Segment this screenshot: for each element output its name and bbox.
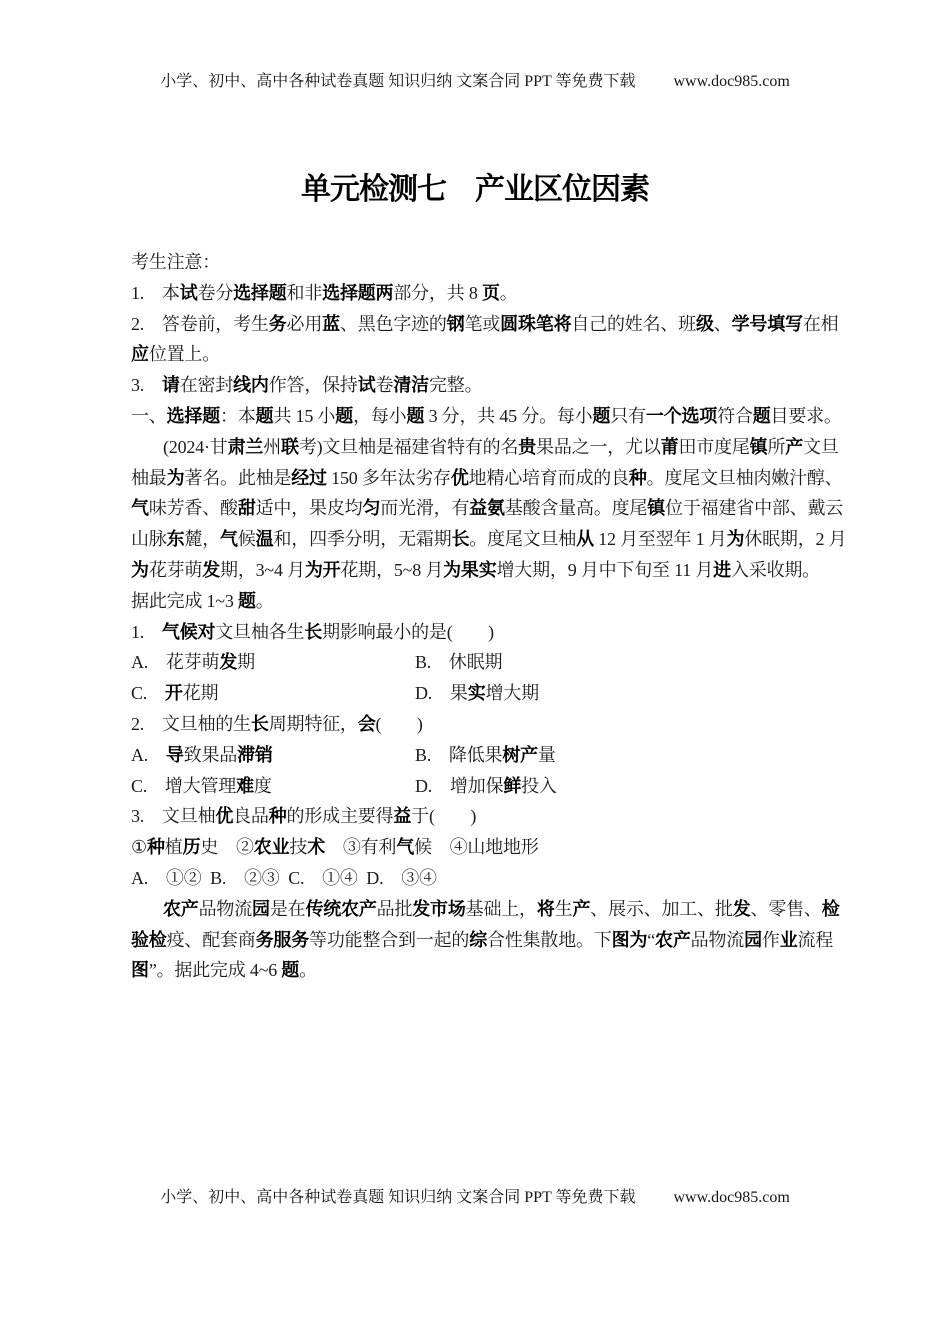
page-footer [0,1184,950,1207]
question-1-stem: 1. 气候对文旦柚各生长期影响最小的是( ) [131,621,494,642]
passage-2-line-2: 验检疫、配套商务服务等功能整合到一起的综合性集散地。下图为“农产品物流园作业流程 [131,929,834,950]
question-2-options-row-1-right: B. 降低果树产量 [415,744,556,765]
header-site-url: www.doc985.com [673,73,790,90]
question-1-options-row-2 [131,678,831,709]
header-promo-text: 小学、初中、高中各种试卷真题 知识归纳 文案合同 PPT 等免费下载 [160,73,636,90]
passage-1-line-3: 气味芳香、酸甜适中，果皮均匀而光滑，有益氨基酸含量高。度尾镇位于福建省中部、戴云 [131,498,844,519]
notice-heading: 考生注意： [131,252,220,272]
passage-1-line-4: 山脉东麓，气候温和，四季分明，无霜期长。度尾文旦柚从 12 月至翌年 1 月为休眠期，2 月 [131,529,847,550]
notice-item-1: 1. 本试卷分选择题和非选择题两部分，共 8 页。 [131,282,518,303]
footer-site-url: www.doc985.com [673,1189,790,1206]
passage-2-line-1: 农产品物流园是在传统农产品批发市场基础上，将生产、展示、加工、批发、零售、检 [163,898,840,919]
notice-item-3: 3. 请在密封线内作答，保持试卷清洁完整。 [131,375,483,396]
question-1-options-row-1-left: A. 花芽萌发期 [131,652,255,673]
notice-item-2-cont: 应位置上。 [131,344,221,365]
section-1-heading: 一、选择题：本题共 15 小题，每小题 3 分，共 45 分。每小题只有一个选项符合题目要求。 [131,405,842,426]
question-2-options-row-2-right: D. 增加保鲜投入 [415,775,557,796]
question-1-options-row-1 [131,647,831,678]
page-title: 单元检测七 产业区位因素 [301,173,649,206]
passage-1-line-2: 柚最为著名。此柚是经过 150 多年汰劣存优地精心培育而成的良种。度尾文旦柚肉嫩汁醇、 [131,467,843,488]
passage-2-line-3: 图”。据此完成 4~6 题。 [131,960,317,981]
question-3-answers: A. ①② B. ②③ C. ①④ D. ③④ [131,867,437,888]
question-1-options-row-2-left: C. 开花期 [131,683,219,704]
document-body [131,247,847,986]
question-3-choices: ①种植历史 ②农业技术 ③有利气候 ④山地地形 [131,837,539,858]
question-2-options-row-2 [131,771,831,802]
notice-item-2: 2. 答卷前，考生务必用蓝、黑色字迹的钢笔或圆珠笔将自己的姓名、班级、学号填写在相 [131,313,839,334]
question-2-options-row-2-left: C. 增大管理难度 [131,775,272,796]
question-3-stem: 3. 文旦柚优良品种的形成主要得益于( ) [131,806,477,827]
passage-1-line-6: 据此完成 1~3 题。 [131,590,274,611]
question-2-options-row-1-left: A. 导致果品滞销 [131,744,273,765]
footer-promo-text: 小学、初中、高中各种试卷真题 知识归纳 文案合同 PPT 等免费下载 [160,1189,636,1206]
page-header [0,68,950,91]
question-2-options-row-1 [131,740,831,771]
passage-1-line-5: 为花芽萌发期，3~4 月为开花期，5~8 月为果实增大期，9 月中下旬至 11 月进入采收期。 [131,559,820,580]
question-1-options-row-2-right: D. 果实增大期 [415,683,539,704]
question-2-stem: 2. 文旦柚的生长周期特征，会( ) [131,713,423,734]
passage-1-line-1: (2024·甘肃兰州联考)文旦柚是福建省特有的名贵果品之一，尤以莆田市度尾镇所产文旦 [163,436,839,457]
question-1-options-row-1-right: B. 休眠期 [415,652,503,673]
